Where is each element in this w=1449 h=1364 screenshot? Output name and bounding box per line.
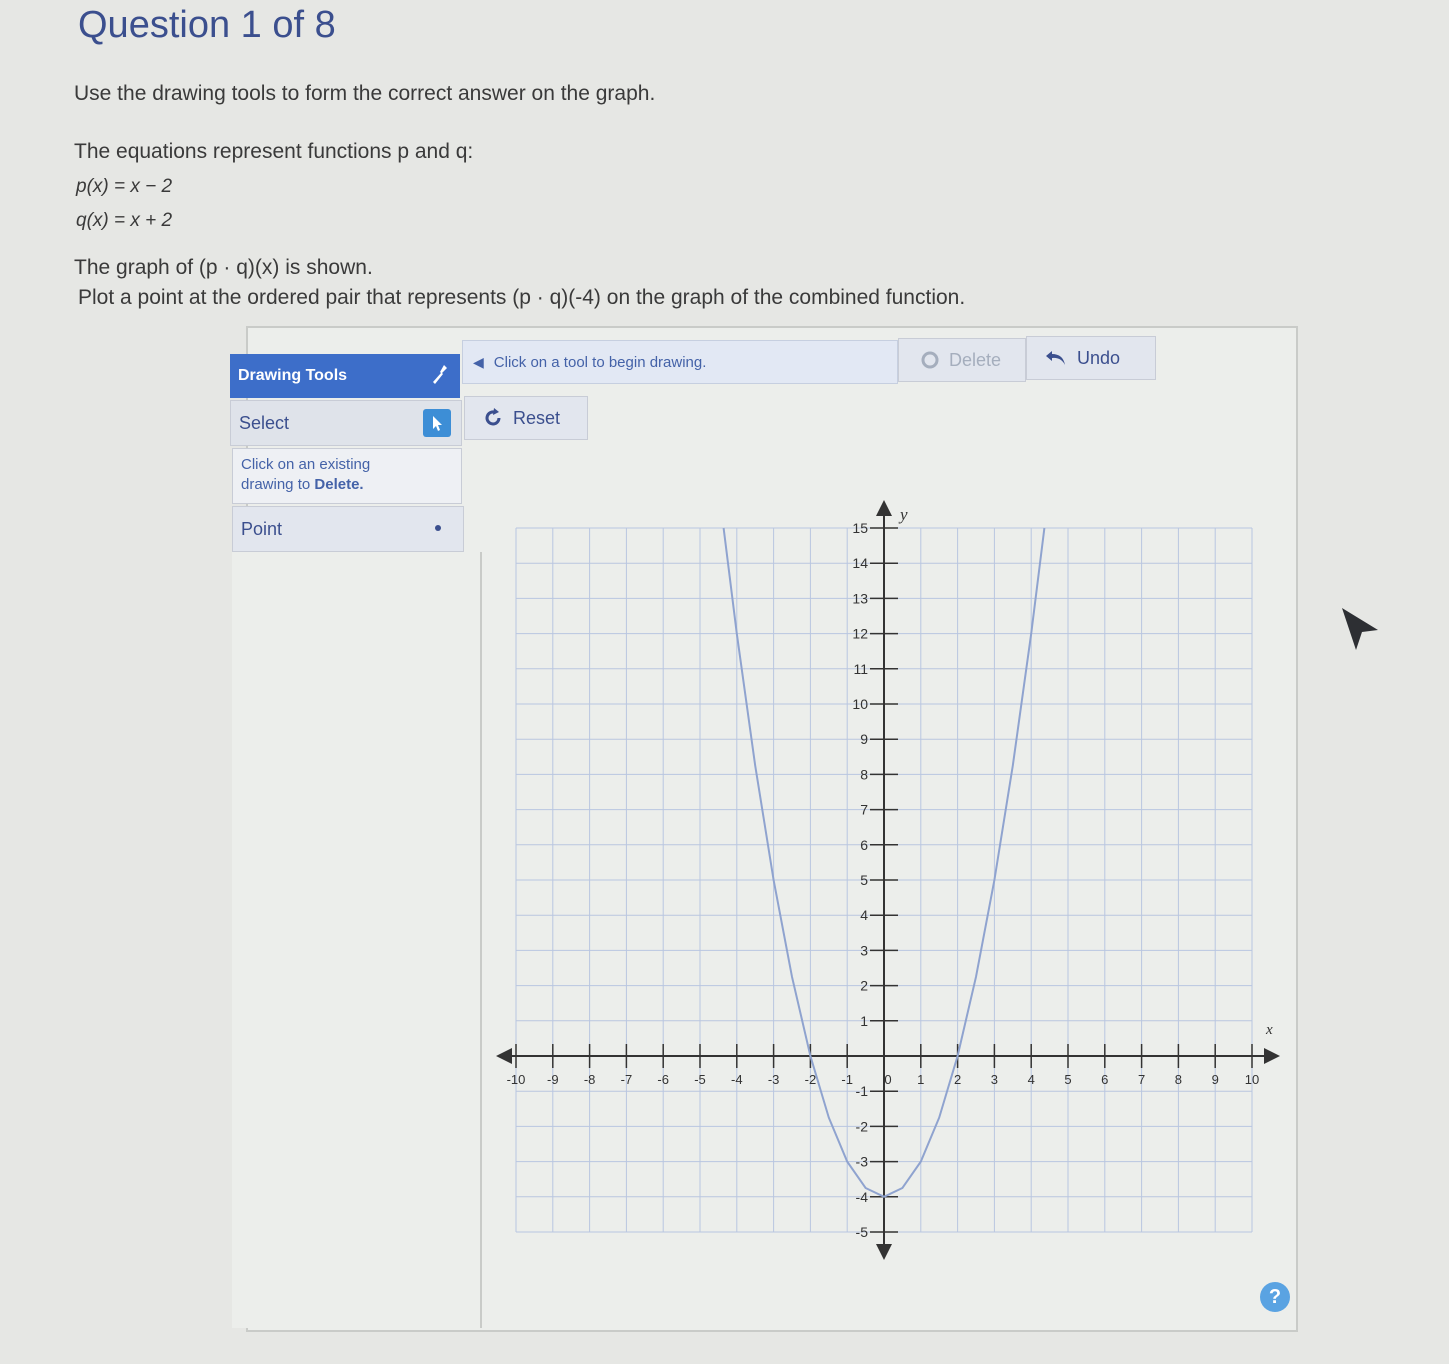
y-tick-label: 15 — [852, 520, 868, 536]
point-dot-icon — [435, 525, 441, 531]
x-tick-label: 3 — [990, 1072, 999, 1087]
undo-icon — [1045, 350, 1067, 366]
collapse-icon[interactable]: ◀ — [473, 353, 484, 370]
y-tick-label: -5 — [855, 1224, 868, 1240]
help-icon[interactable]: ? — [1260, 1282, 1290, 1312]
y-tick-label: 2 — [860, 977, 868, 994]
x-tick-label: -8 — [583, 1072, 596, 1087]
delete-icon — [921, 351, 939, 369]
x-tick-label: -3 — [767, 1072, 780, 1087]
y-tick-label: 11 — [853, 660, 868, 677]
y-tick-label: 14 — [852, 555, 868, 572]
task-text: Plot a point at the ordered pair that represents (p · q)(-4) on the graph of the combined function. — [78, 286, 966, 309]
x-tick-label: -4 — [731, 1072, 743, 1087]
x-tick-label: 4 — [1027, 1072, 1035, 1087]
tool-panel — [232, 552, 482, 1328]
y-tick-label: 3 — [860, 942, 868, 959]
x-tick-label: 7 — [1137, 1072, 1146, 1087]
x-tick-label: -5 — [694, 1072, 706, 1087]
y-tick-label: -2 — [855, 1118, 868, 1135]
y-axis-arrow-down — [876, 1244, 892, 1260]
y-tick-label: 4 — [860, 907, 868, 924]
graph-shown-text: The graph of (p · q)(x) is shown. — [74, 256, 373, 279]
drawing-tools-label: Drawing Tools — [238, 367, 348, 384]
x-tick-label: -7 — [620, 1072, 633, 1087]
toolbar-hint — [462, 340, 898, 384]
graph-canvas[interactable] — [480, 466, 1310, 1286]
x-tick-label: 10 — [1244, 1072, 1260, 1087]
reset-label: Reset — [513, 407, 561, 428]
x-tick-label: 6 — [1101, 1072, 1109, 1087]
y-tick-label: 9 — [860, 731, 868, 748]
x-tick-label: -1 — [841, 1072, 853, 1087]
x-axis-arrow-right — [1264, 1048, 1280, 1064]
undo-label: Undo — [1077, 347, 1121, 368]
delete-button[interactable] — [898, 338, 1026, 382]
x-tick-label: -10 — [506, 1072, 526, 1087]
select-hint-line1: Click on an existing — [241, 456, 371, 473]
hint-text: Click on a tool to begin drawing. — [493, 353, 707, 371]
wrench-icon — [432, 364, 448, 386]
pointer-icon — [423, 409, 451, 437]
y-tick-label: 6 — [860, 836, 868, 853]
undo-button[interactable] — [1026, 336, 1156, 380]
y-tick-label: -1 — [855, 1083, 868, 1100]
y-tick-label: -3 — [855, 1153, 868, 1170]
x-tick-label: 1 — [917, 1072, 925, 1087]
y-tick-label: 13 — [852, 590, 868, 607]
point-label: Point — [241, 518, 283, 539]
x-axis-arrow-left — [496, 1048, 512, 1064]
equation-p: p(x) = x − 2 — [76, 176, 173, 197]
drawing-tools-header[interactable] — [230, 354, 460, 398]
x-tick-label: 0 — [884, 1072, 892, 1087]
x-tick-label: 8 — [1174, 1072, 1183, 1087]
point-tool[interactable] — [232, 506, 464, 552]
y-axis-arrow-up — [876, 500, 892, 516]
x-tick-label: -2 — [804, 1072, 817, 1087]
y-tick-label: 10 — [852, 696, 868, 712]
reset-button[interactable] — [464, 396, 588, 440]
instruction-text: Use the drawing tools to form the correct answer on the graph. — [74, 82, 656, 105]
functions-intro: The equations represent functions p and q: — [74, 140, 474, 163]
question-title: Question 1 of 8 — [78, 4, 336, 46]
y-tick-label: 7 — [860, 801, 868, 818]
select-label: Select — [239, 412, 290, 433]
y-tick-label: 1 — [860, 1012, 868, 1029]
y-axis-label: y — [900, 505, 908, 524]
x-tick-label: -6 — [657, 1072, 669, 1087]
y-tick-label: -4 — [855, 1188, 868, 1205]
x-tick-label: -9 — [547, 1072, 559, 1087]
select-hint-line2: drawing to — [241, 476, 311, 493]
select-hint — [232, 448, 462, 504]
y-tick-label: 5 — [860, 872, 868, 888]
select-tool[interactable] — [230, 400, 462, 446]
x-tick-label: 2 — [953, 1072, 962, 1087]
y-tick-label: 8 — [860, 766, 868, 783]
x-tick-label: 5 — [1064, 1072, 1072, 1087]
equation-q: q(x) = x + 2 — [76, 210, 173, 231]
mouse-cursor-icon — [1340, 606, 1380, 652]
y-tick-label: 12 — [852, 625, 868, 642]
delete-label: Delete — [949, 349, 1002, 370]
x-tick-label: 9 — [1211, 1072, 1219, 1087]
select-hint-bold: Delete. — [314, 476, 364, 493]
reset-icon — [483, 408, 503, 428]
x-axis-label: x — [1266, 1022, 1273, 1038]
